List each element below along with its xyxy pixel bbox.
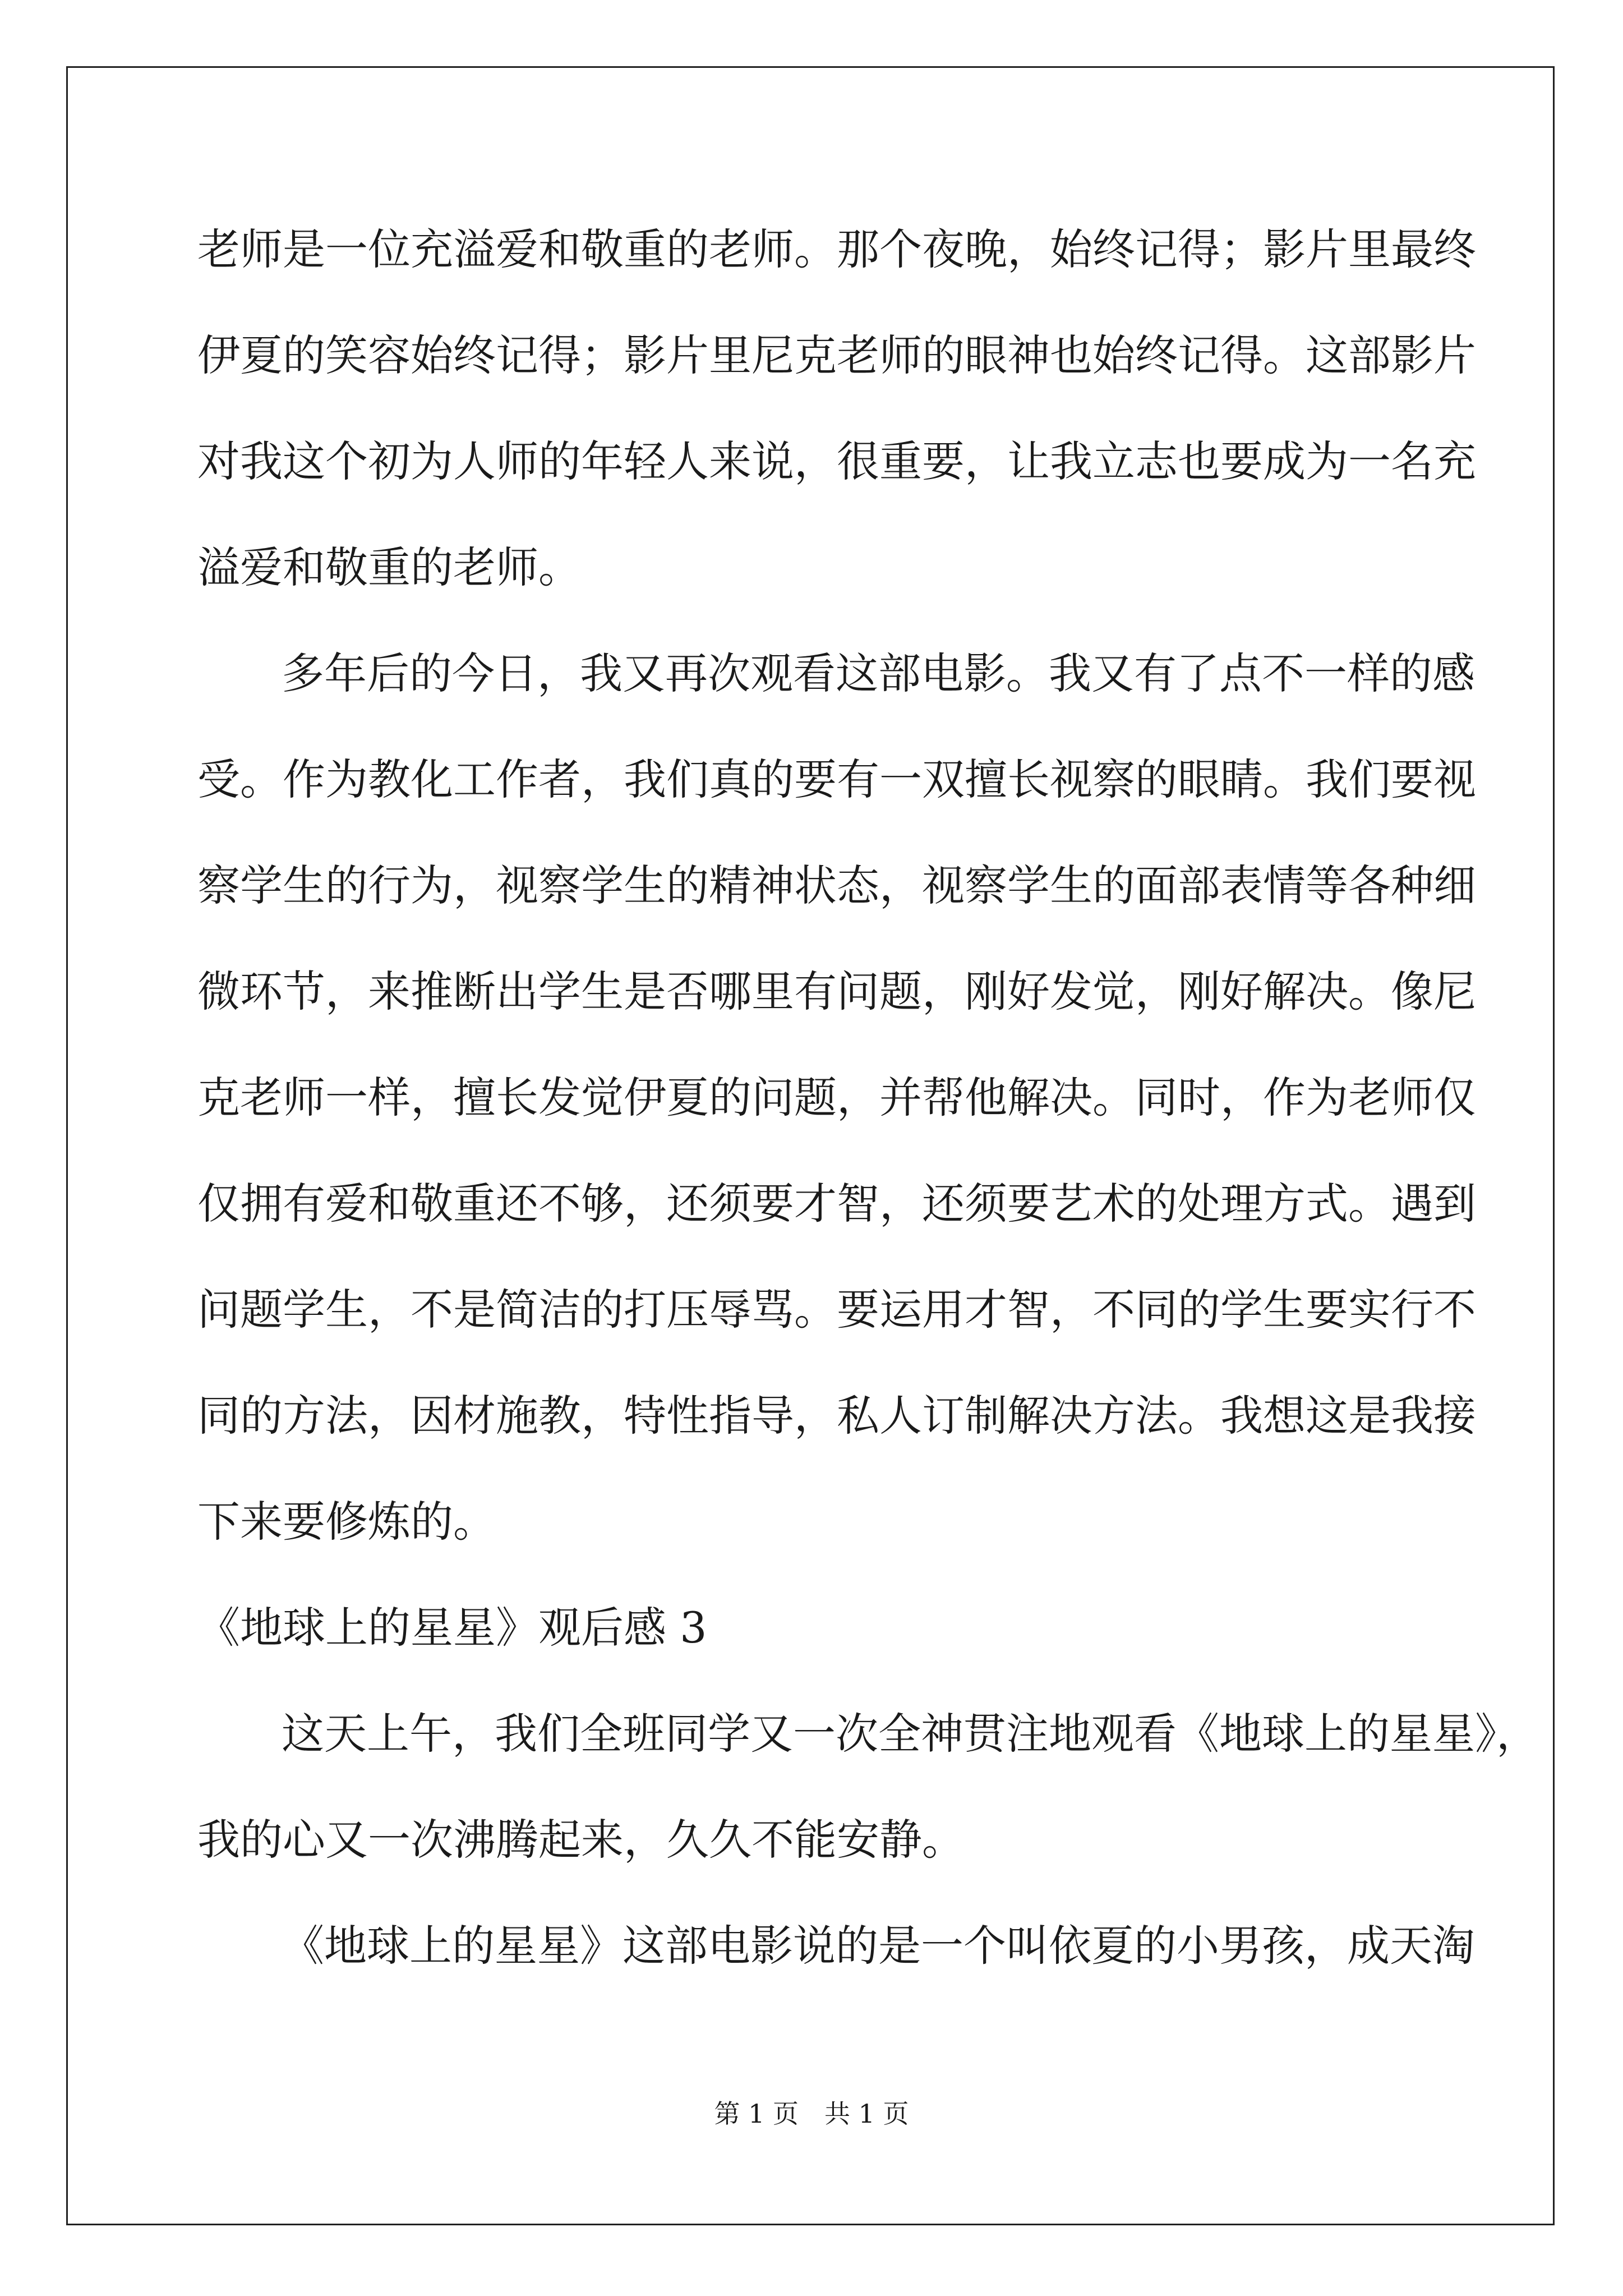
paragraph-line: 下来要修炼的。 (197, 1497, 496, 1547)
paragraph-line: 伊夏的笑容始终记得；影片里尼克老师的眼神也始终记得。这部影片 (197, 330, 1476, 380)
paragraph-line: 微环节，来推断出学生是否哪里有问题，刚好发觉，刚好解决。像尼 (197, 967, 1476, 1016)
paragraph-line: 问题学生，不是简洁的打压辱骂。要运用才智，不同的学生要实行不 (197, 1285, 1476, 1335)
page-border (66, 66, 1555, 2225)
paragraph-line: 老师是一位充溢爱和敬重的老师。那个夜晚，始终记得；影片里最终 (197, 224, 1476, 274)
paragraph-line: 克老师一样，擅长发觉伊夏的问题，并帮他解决。同时，作为老师仅 (197, 1073, 1476, 1122)
paragraph-line: 我的心又一次沸腾起来，久久不能安静。 (197, 1815, 965, 1865)
paragraph-line: 这天上午，我们全班同学又一次全神贯注地观看《地球上的星星》， (282, 1709, 1539, 1759)
paragraph-line: 仅拥有爱和敬重还不够，还须要才智，还须要艺术的处理方式。遇到 (197, 1179, 1476, 1228)
paragraph-line: 受。作为教化工作者，我们真的要有一双擅长视察的眼睛。我们要视 (197, 754, 1476, 804)
section-heading: 《地球上的星星》观后感 3 (197, 1603, 707, 1653)
page-footer: 第 1 页 共 1 页 (714, 2099, 909, 2129)
paragraph-line: 《地球上的星星》这部电影说的是一个叫依夏的小男孩，成天淘 (282, 1921, 1475, 1971)
paragraph-line: 对我这个初为人师的年轻人来说，很重要，让我立志也要成为一名充 (197, 436, 1476, 486)
paragraph-line: 察学生的行为，视察学生的精神状态，视察学生的面部表情等各种细 (197, 861, 1476, 910)
paragraph-line: 溢爱和敬重的老师。 (197, 542, 581, 592)
paragraph-line: 同的方法，因材施教，特性指导，私人订制解决方法。我想这是我接 (197, 1391, 1476, 1441)
paragraph-line: 多年后的今日，我又再次观看这部电影。我又有了点不一样的感 (282, 648, 1475, 698)
